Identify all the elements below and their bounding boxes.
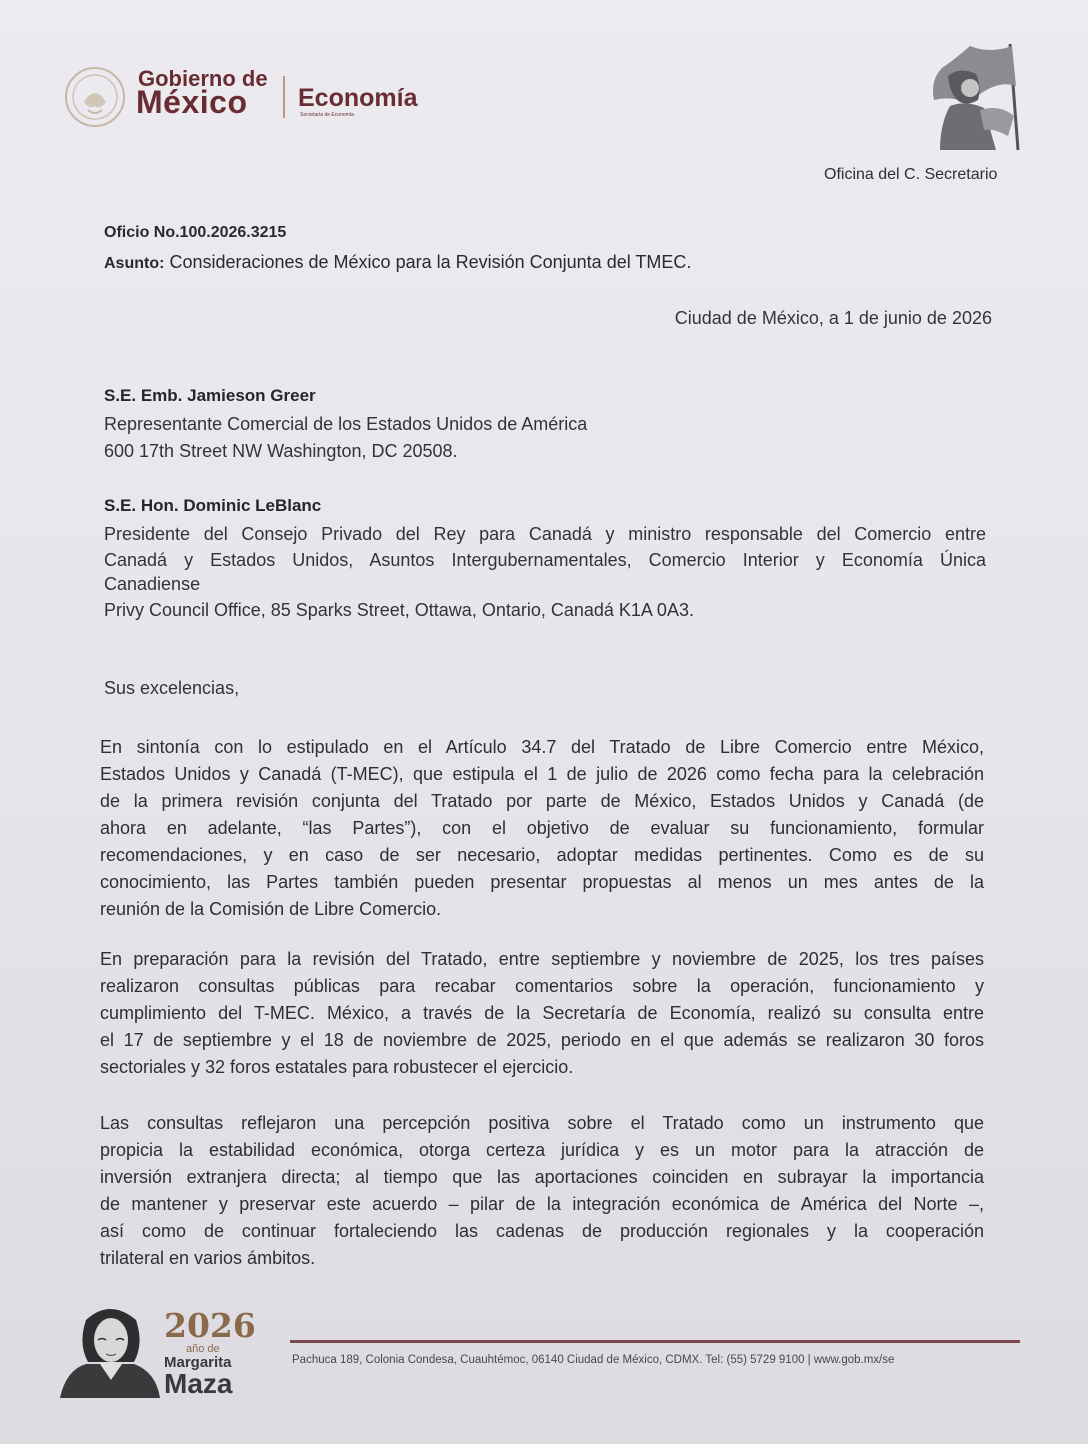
footer-divider	[290, 1340, 1020, 1343]
paragraph-line: de la primera revisión conjunta del Tratado por parte de México, Estados Unidos y Canadá (de	[100, 791, 984, 811]
paragraph-line: reunión de la Comisión de Libre Comercio.	[100, 899, 442, 919]
paragraph-line: Estados Unidos y Canadá (T-MEC), que estipula el 1 de julio de 2026 como fecha para la celebración	[100, 764, 984, 784]
recipient-line: Canadá y Estados Unidos, Asuntos Intergubernamentales, Comercio Interior y Economía Única	[104, 550, 986, 570]
economia-label: Economía	[298, 84, 418, 112]
paragraph-line: cumplimiento del T-MEC. México, a través de la Secretaría de Economía, realizó su consulta entre	[100, 1003, 984, 1023]
asunto-label: Asunto:	[104, 255, 165, 272]
paragraph-line: el 17 de septiembre y el 18 de noviembre de 2025, periodo en el que además se realizaron 30 foros	[100, 1030, 984, 1050]
asunto-line	[104, 252, 691, 273]
paragraph-line: de mantener y preservar este acuerdo – pilar de la integración económica de América del Norte –,	[100, 1194, 984, 1214]
footer-year: 2026	[164, 1306, 256, 1345]
footer-name-top: Margarita	[164, 1354, 232, 1371]
heroine-flag-emblem-icon	[920, 40, 1030, 160]
paragraph-line: inversión extranjera directa; al tiempo que las aportaciones coinciden en subrayar la importancia	[100, 1167, 984, 1187]
paragraph-line: sectoriales y 32 foros estatales para robustecer el ejercicio.	[100, 1057, 574, 1077]
recipient-name: S.E. Hon. Dominic LeBlanc	[104, 496, 322, 515]
recipient-line: Presidente del Consejo Privado del Rey para Canadá y ministro responsable del Comercio entre	[104, 524, 986, 544]
paragraph-line: realizaron consultas públicas para recabar comentarios sobre la operación, funcionamiento y	[100, 976, 984, 996]
mexico-seal-icon	[64, 66, 126, 128]
mexico-label: México	[136, 84, 248, 120]
recipient-line: Canadiense	[104, 574, 201, 594]
oficina-label: Oficina del C. Secretario	[824, 166, 998, 183]
gobierno-label: Gobierno de	[138, 66, 268, 91]
footer-address: Pachuca 189, Colonia Condesa, Cuauhtémoc, 06140 Ciudad de México, CDMX. Tel: (55) 5729 9100 | www.gob.mx/se	[292, 1354, 895, 1366]
margarita-maza-portrait-icon	[56, 1300, 164, 1398]
footer-name-bottom: Maza	[164, 1368, 233, 1399]
paragraph-line: En preparación para la revisión del Tratado, entre septiembre y noviembre de 2025, los tres países	[100, 949, 984, 969]
recipient-line: Representante Comercial de los Estados Unidos de América	[104, 414, 588, 434]
body-paragraph	[100, 1110, 984, 1272]
asunto-text: Consideraciones de México para la Revisión Conjunta del TMEC.	[169, 252, 692, 272]
body-paragraph	[100, 734, 984, 923]
footer-year-sub: año de	[186, 1343, 220, 1355]
letter-date: Ciudad de México, a 1 de junio de 2026	[674, 308, 992, 328]
recipient-line: 600 17th Street NW Washington, DC 20508.	[104, 441, 458, 461]
greeting: Sus excelencias,	[104, 678, 240, 698]
paragraph-line: trilateral en varios ámbitos.	[100, 1248, 316, 1268]
recipient-name: S.E. Emb. Jamieson Greer	[104, 386, 316, 405]
header-divider	[283, 76, 285, 118]
paragraph-line: Las consultas reflejaron una percepción positiva sobre el Tratado como un instrumento que	[100, 1113, 984, 1133]
recipient-line: Privy Council Office, 85 Sparks Street, Ottawa, Ontario, Canadá K1A 0A3.	[104, 600, 694, 620]
body-paragraph	[100, 946, 984, 1081]
oficio-number: Oficio No.100.2026.3215	[104, 224, 287, 241]
paragraph-line: conocimiento, las Partes también pueden presentar propuestas al menos un mes antes de la	[100, 872, 984, 892]
economia-sublabel: Secretaría de Economía	[300, 112, 354, 118]
paragraph-line: propicia la estabilidad económica, otorga certeza jurídica y es un motor para la atracción de	[100, 1140, 984, 1160]
paragraph-line: En sintonía con lo estipulado en el Artículo 34.7 del Tratado de Libre Comercio entre México,	[100, 737, 984, 757]
paragraph-line: ahora en adelante, “las Partes”), con el objetivo de evaluar su funcionamiento, formular	[100, 818, 984, 838]
paragraph-line: así como de continuar fortaleciendo las cadenas de producción regionales y la cooperación	[100, 1221, 984, 1241]
paragraph-line: recomendaciones, y en caso de ser necesario, adoptar medidas pertinentes. Como es de su	[100, 845, 984, 865]
